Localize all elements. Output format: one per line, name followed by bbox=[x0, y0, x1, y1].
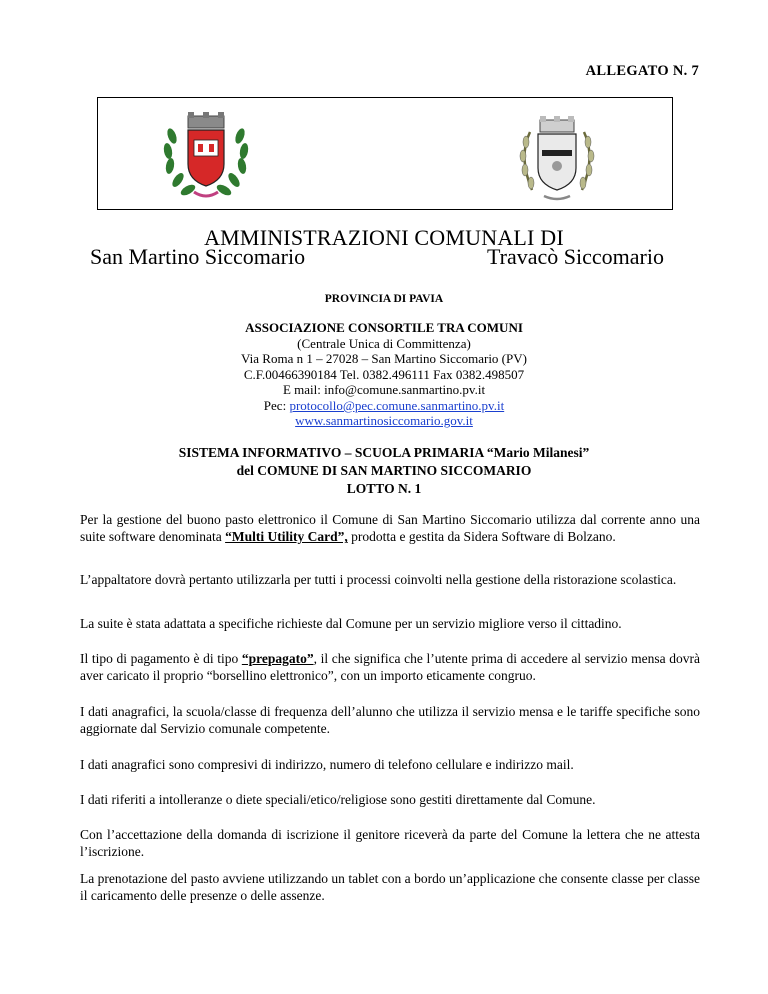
paragraph-contractor: L’appaltatore dovrà pertanto utilizzarla per tutti i processi coinvolti nella gestione della ristorazione scolastica. bbox=[80, 572, 677, 587]
paragraph-software-suite bbox=[80, 511, 700, 546]
association-email: E mail: info@comune.sanmartino.pv.it bbox=[282, 382, 486, 397]
paragraph-special-diets: I dati riferiti a intolleranze o diete speciali/etico/religiose sono gestiti direttamente dal Comune. bbox=[80, 792, 596, 807]
crests-frame bbox=[97, 97, 673, 210]
travaco-coat-of-arms bbox=[514, 112, 600, 206]
association-pec bbox=[0, 398, 768, 414]
town-san-martino: San Martino Siccomario bbox=[90, 244, 306, 269]
paragraph-personal-data: I dati anagrafici, la scuola/classe di frequenza dell’alunno che utilizza il servizio mensa e le tariffe specifiche sono aggiornate dal Servizio comunale competente. bbox=[80, 704, 700, 737]
association-address: Via Roma n 1 – 27028 – San Martino Siccomario (PV) bbox=[241, 351, 527, 366]
subject-line-3: LOTTO N. 1 bbox=[346, 481, 422, 496]
pec-link[interactable]: protocollo@pec.comune.sanmartino.pv.it bbox=[289, 398, 505, 413]
paragraph-meal-booking: La prenotazione del pasto avviene utilizzando un tablet con a bordo un’applicazione che consente classe per classe il caricamento delle presenze o delle assenze. bbox=[80, 871, 700, 904]
town-travaco: Travacò Siccomario bbox=[487, 244, 664, 269]
association-name: ASSOCIAZIONE CONSORTILE TRA COMUNI bbox=[245, 320, 523, 335]
association-fiscal-info: C.F.00466390184 Tel. 0382.496111 Fax 0382.498507 bbox=[243, 367, 525, 382]
prepaid-term: “prepagato” bbox=[241, 651, 314, 666]
san-martino-coat-of-arms bbox=[158, 106, 254, 206]
province-label: PROVINCIA DI PAVIA bbox=[324, 293, 444, 305]
paragraph-enrollment-letter: Con l’accettazione della domanda di iscrizione il genitore riceverà da parte del Comune la lettera che ne attesta l’iscrizione. bbox=[80, 827, 700, 860]
paragraph-text: , il che significa che l’utente prima di accedere al servizio mensa dovrà aver caricato il proprio “borsellino elettronico”, con un importo eticamente congruo. bbox=[80, 651, 700, 684]
page-title: AMMINISTRAZIONI COMUNALI DI bbox=[204, 225, 564, 250]
paragraph-contact-data: I dati anagrafici sono compresivi di indirizzo, numero di telefono cellulare e indirizzo mail. bbox=[80, 757, 574, 772]
association-subtitle: (Centrale Unica di Committenza) bbox=[297, 336, 471, 351]
paragraph-payment-type bbox=[80, 650, 700, 685]
product-name: “Multi Utility Card”, bbox=[225, 529, 348, 545]
subject-line-1: SISTEMA INFORMATIVO – SCUOLA PRIMARIA “Mario Milanesi” bbox=[178, 445, 590, 460]
annex-label: ALLEGATO N. 7 bbox=[585, 63, 699, 79]
subject-line-2: del COMUNE DI SAN MARTINO SICCOMARIO bbox=[236, 463, 532, 478]
paragraph-text: prodotta e gestita da Sidera Software di Bolzano. bbox=[347, 529, 616, 545]
paragraph-text: Il tipo di pagamento è di tipo bbox=[80, 651, 242, 666]
website-link[interactable]: www.sanmartinosiccomario.gov.it bbox=[295, 413, 473, 428]
association-website bbox=[0, 413, 768, 429]
paragraph-text: Per la gestione del buono pasto elettronico il Comune di San Martino Siccomario utilizza dal corrente anno una suite software denominata bbox=[80, 512, 700, 545]
pec-label: Pec: bbox=[263, 398, 290, 413]
paragraph-suite-adapted: La suite è stata adattata a specifiche richieste dal Comune per un servizio migliore verso il cittadino. bbox=[80, 616, 622, 631]
